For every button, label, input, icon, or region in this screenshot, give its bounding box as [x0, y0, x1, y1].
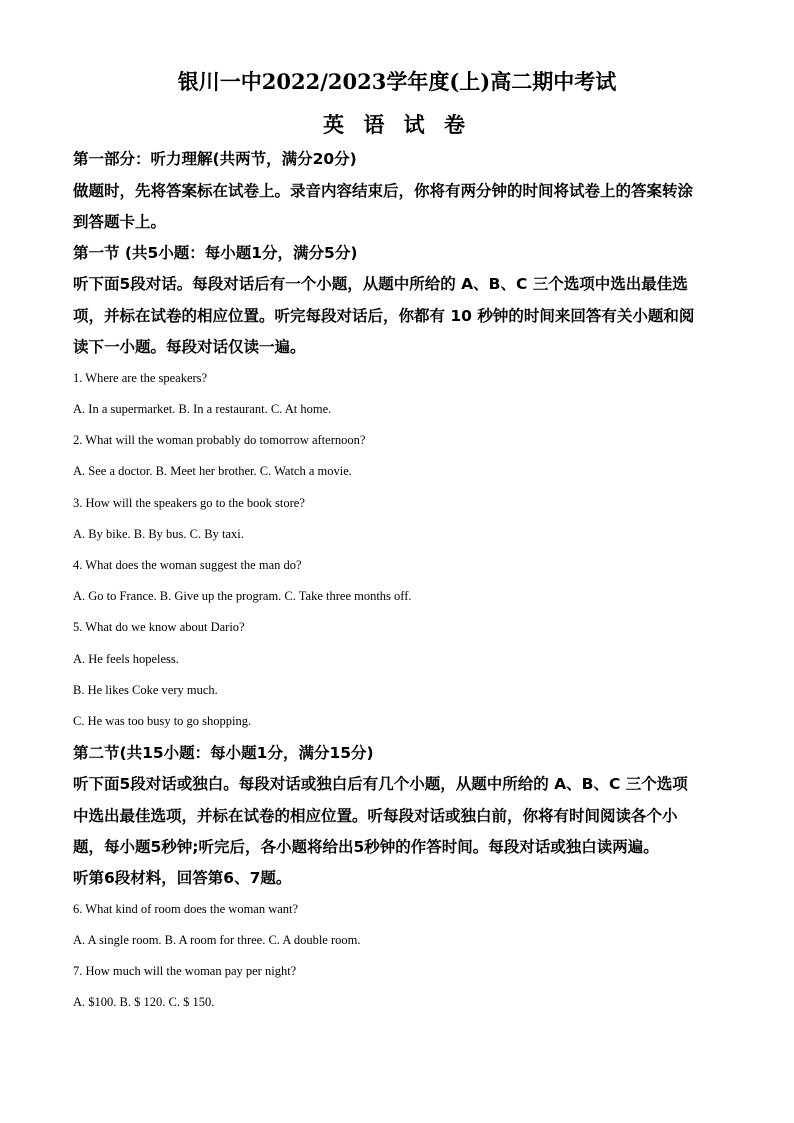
instruction-line: 中选出最佳选项，并标在试卷的相应位置。听每段对话或独白前，你将有时间阅读各个小	[73, 807, 678, 825]
question-5-option-b: B. He likes Coke very much.	[73, 683, 218, 697]
question-7-options: A. $100. B. $ 120. C. $ 150.	[73, 995, 215, 1009]
question-5-option-c: C. He was too busy to go shopping.	[73, 714, 252, 728]
question-2-options: A. See a doctor. B. Meet her brother. C. Watch a movie.	[73, 464, 352, 478]
instruction-line: 项，并标在试卷的相应位置。听完每段对话后，你都有 10 秒钟的时间来回答有关小题和阅	[73, 307, 695, 325]
section-one-heading: 第一节 (共5小题：每小题1分，满分5分)	[73, 244, 358, 262]
question-4: 4. What does the woman suggest the man do?	[73, 558, 302, 572]
instruction-line: 听下面5段对话或独白。每段对话或独白后有几个小题，从题中所给的 A、B、C 三个选项	[73, 775, 688, 793]
section-two-heading: 第二节(共15小题：每小题1分，满分15分)	[73, 744, 374, 762]
instruction-line: 题，每小题5秒钟;听完后，各小题将给出5秒钟的作答时间。每段对话或独白读两遍。	[73, 838, 659, 856]
question-7: 7. How much will the woman pay per night?	[73, 964, 297, 978]
part-one-heading: 第一部分：听力理解(共两节，满分20分)	[73, 150, 357, 168]
question-5-option-a: A. He feels hopeless.	[73, 652, 179, 666]
question-1-options: A. In a supermarket. B. In a restaurant. C. At home.	[73, 402, 332, 416]
question-6: 6. What kind of room does the woman want?	[73, 902, 299, 916]
question-6-options: A. A single room. B. A room for three. C. A double room.	[73, 933, 361, 947]
material-6-heading: 听第6段材料，回答第6、7题。	[73, 869, 292, 887]
question-1: 1. Where are the speakers?	[73, 371, 208, 385]
exam-subtitle: 英 语 试 卷	[323, 112, 471, 137]
instruction-line: 到答题卡上。	[73, 213, 167, 231]
instruction-line: 读下一小题。每段对话仅读一遍。	[73, 338, 306, 356]
question-3-options: A. By bike. B. By bus. C. By taxi.	[73, 527, 244, 541]
question-3: 3. How will the speakers go to the book store?	[73, 496, 305, 510]
instruction-line: 听下面5段对话。每段对话后有一个小题，从题中所给的 A、B、C 三个选项中选出最佳选	[73, 275, 688, 293]
question-5: 5. What do we know about Dario?	[73, 620, 245, 634]
question-4-options: A. Go to France. B. Give up the program. C. Take three months off.	[73, 589, 412, 603]
instruction-line: 做题时，先将答案标在试卷上。录音内容结束后，你将有两分钟的时间将试卷上的答案转涂	[73, 182, 694, 200]
question-2: 2. What will the woman probably do tomorrow afternoon?	[73, 433, 366, 447]
exam-title: 银川一中2022/2023学年度(上)高二期中考试	[177, 69, 617, 94]
